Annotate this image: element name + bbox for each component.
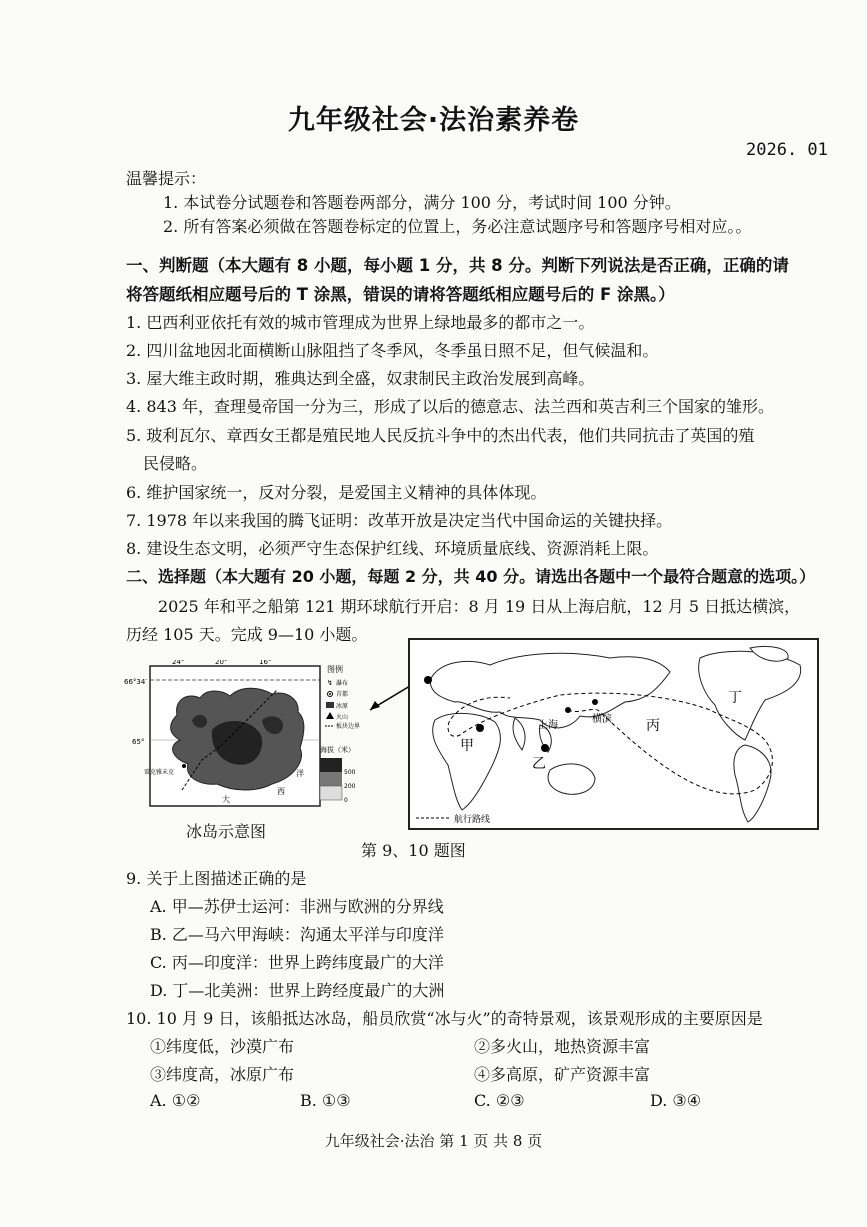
ocean-char-1: 洋 — [296, 769, 304, 778]
legend-icefield: 冰原 — [336, 703, 349, 710]
q9-option-a: A. 甲—苏伊士运河：非洲与欧洲的分界线 — [150, 897, 444, 916]
judge-item-6: 6. 维护国家统一，反对分裂，是爱国主义精神的具体体现。 — [126, 483, 547, 502]
tips-heading: 温馨提示： — [126, 169, 207, 188]
judge-item-7: 7. 1978 年以来我国的腾飞证明：改革开放是决定当代中国命运的关键抉择。 — [126, 511, 673, 530]
q10-statement-1: ①纬度低，沙漠广布 — [150, 1037, 295, 1056]
svg-text:↯: ↯ — [327, 679, 333, 687]
q9-option-b: B. 乙—马六甲海峡：沟通太平洋与印度洋 — [150, 925, 444, 944]
world-map — [408, 638, 819, 830]
q10-option-b: B. ①③ — [300, 1091, 351, 1110]
tip-item-1: 1. 本试卷分试题卷和答题卷两部分，满分 100 分，考试时间 100 分钟。 — [163, 193, 681, 212]
lat-label-mid: 65° — [132, 738, 145, 746]
label-shanghai: 上海 — [538, 720, 558, 731]
lon-label-2: 20° — [215, 660, 228, 666]
iceland-caption: 冰岛示意图 — [186, 822, 267, 841]
judge-item-4: 4. 843 年，查理曼帝国一分为三，形成了以后的德意志、法兰西和英吉利三个国家的雏形。 — [126, 397, 774, 416]
legend-waterfall: 瀑布 — [336, 680, 349, 687]
judge-item-3: 3. 屋大维主政时期，雅典达到全盛，奴隶制民主政治发展到高峰。 — [126, 369, 595, 388]
lat-label-top: 66°34′ — [124, 678, 147, 686]
judge-item-5: 5. 玻利瓦尔、章西女王都是殖民地人民反抗斗争中的杰出代表，他们共同抗击了英国的殖 — [126, 426, 755, 445]
capital-marker — [182, 764, 186, 768]
q10-option-d: D. ③④ — [650, 1091, 702, 1110]
capital-label: 雷克雅未克 — [144, 769, 175, 776]
q9-stem: 9. 关于上图描述正确的是 — [126, 869, 307, 888]
section1-heading-line1: 一、判断题（本大题有 8 小题，每小题 1 分，共 8 分。判断下列说法是否正确，正确的请 — [126, 256, 789, 275]
judge-item-1: 1. 巴西利亚依托有效的城市管理成为世界上绿地最多的都市之一。 — [126, 313, 595, 332]
page-title: 九年级社会·法治素养卷 — [287, 105, 580, 136]
exam-date: 2026. 01 — [746, 140, 828, 160]
section1-heading-line2: 将答题纸相应题号后的 T 涂黑，错误的请将答题纸相应题号后的 F 涂黑。） — [126, 285, 675, 304]
legend-volcano: 火山 — [336, 714, 349, 721]
q10-stem: 10. 10 月 9 日，该船抵达冰岛，船员欣赏“冰与火”的奇特景观，该景观形成的主要原因是 — [126, 1009, 763, 1028]
section2-intro-line1: 2025 年和平之船第 121 期环球航行开启：8 月 19 日从上海启航，12 月 5 日抵达横滨， — [158, 597, 801, 616]
legend-title: 图例 — [327, 665, 343, 674]
q9-option-d: D. 丁—北美洲：世界上跨经度最广的大洲 — [150, 981, 445, 1000]
elev-500: 500 — [344, 769, 356, 776]
elevation-title: 海拔（米） — [320, 746, 355, 754]
figure-caption: 第 9、10 题图 — [361, 841, 466, 860]
page-footer: 九年级社会·法治 第 1 页 共 8 页 — [324, 1132, 543, 1150]
label-yokohama: 横滨 — [592, 714, 612, 725]
q10-option-c: C. ②③ — [474, 1091, 525, 1110]
q9-option-c: C. 丙—印度洋：世界上跨纬度最广的大洋 — [150, 953, 444, 972]
q10-option-a: A. ①② — [150, 1091, 201, 1110]
judge-item-8: 8. 建设生态文明，必须严守生态保护红线、环境质量底线、资源消耗上限。 — [126, 539, 659, 558]
ocean-char-3: 大 — [222, 795, 230, 804]
lon-label-3: 16° — [259, 660, 272, 666]
elev-200: 200 — [344, 783, 356, 790]
iceland-map — [122, 660, 362, 815]
legend-plate-boundary: 板块边界 — [336, 723, 361, 730]
q10-statement-4: ④多高原，矿产资源丰富 — [474, 1065, 651, 1084]
q10-statement-3: ③纬度高，冰原广布 — [150, 1065, 295, 1084]
elev-0: 0 — [344, 797, 348, 804]
route-legend: 航行路线 — [454, 815, 491, 825]
section2-intro-line2: 历经 105 天。完成 9—10 小题。 — [126, 625, 368, 644]
judge-item-2: 2. 四川盆地因北面横断山脉阻挡了冬季风，冬季虽日照不足，但气候温和。 — [126, 341, 659, 360]
lon-label-1: 24° — [172, 660, 185, 666]
legend-capital: 首都 — [336, 691, 349, 698]
section2-heading: 二、选择题（本大题有 20 小题，每题 2 分，共 40 分。请选出各题中一个最符合题意的选项。） — [126, 567, 816, 586]
ocean-char-2: 西 — [277, 787, 285, 796]
label-bing: 丙 — [646, 718, 660, 734]
tip-item-2: 2. 所有答案必须做在答题卷标定的位置上，务必注意试题序号和答题序号相对应。。 — [163, 217, 752, 236]
q10-statement-2: ②多火山，地热资源丰富 — [474, 1037, 651, 1056]
label-yi: 乙 — [532, 756, 546, 772]
judge-item-5-cont: 民侵略。 — [143, 454, 208, 473]
label-ding: 丁 — [728, 690, 742, 706]
label-jia: 甲 — [460, 738, 474, 754]
